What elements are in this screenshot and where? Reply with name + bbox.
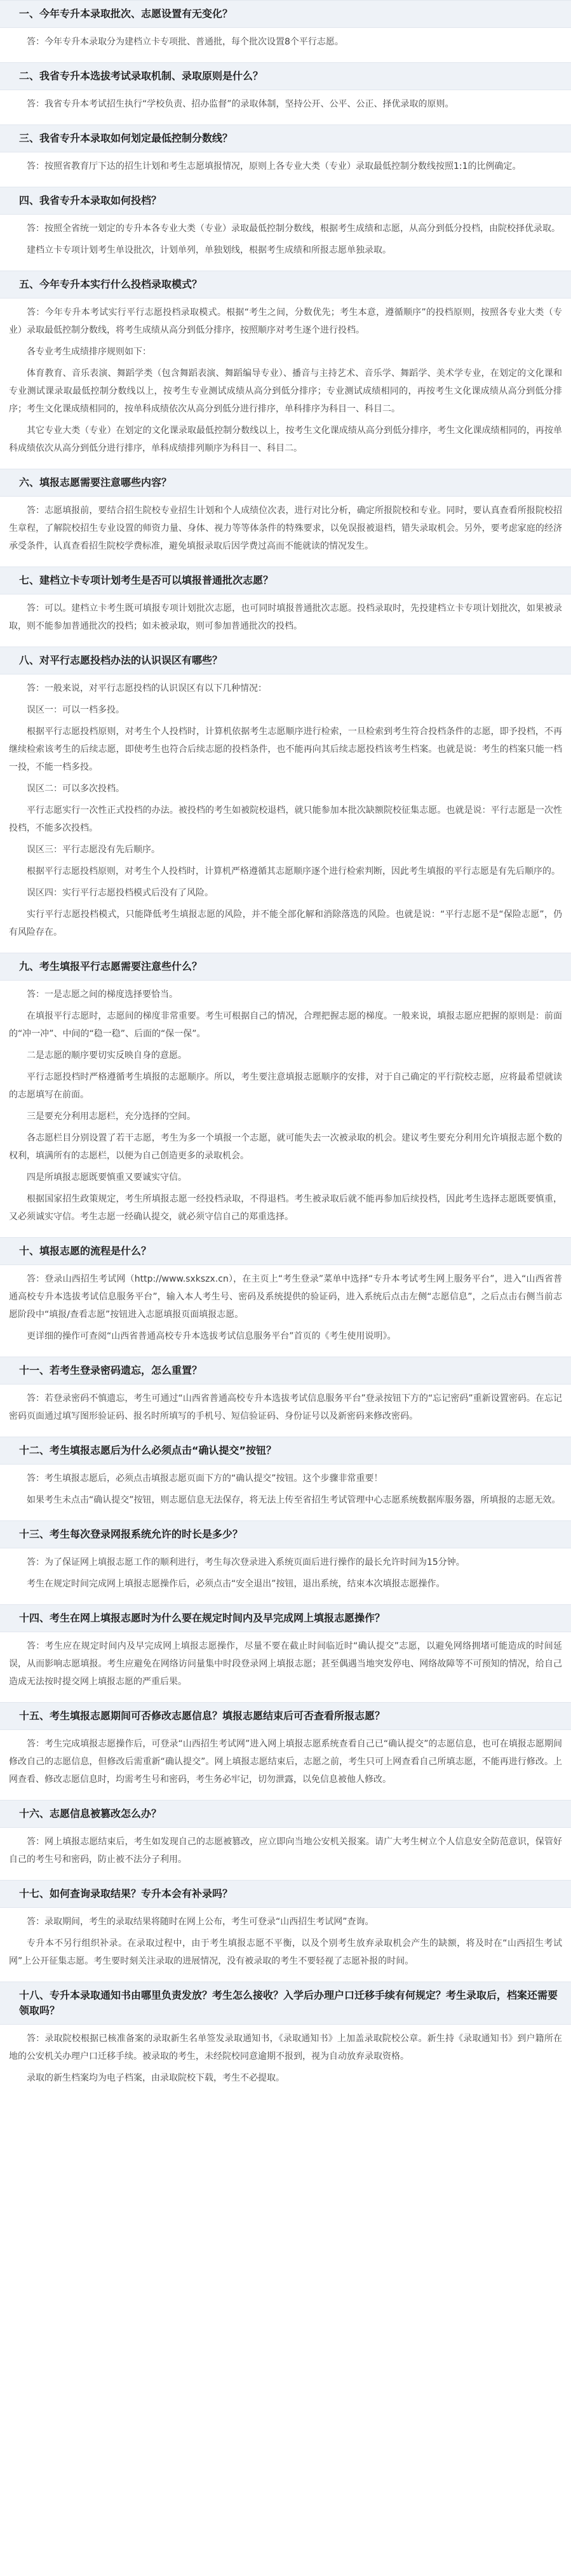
- section-body: [0, 1385, 571, 1425]
- answer-paragraph: 各志愿栏目分别设置了若干志愿，考生为多一个填报一个志愿，就可能失去一次被录取的机会。建议考生要充分利用允许填报志愿个数的权利，填满所有的志愿栏，以便为自己创造更多的录取机会。: [9, 1133, 562, 1161]
- faq-section: [0, 1237, 571, 1357]
- faq-section: [0, 187, 571, 271]
- answer-paragraph: 答：若登录密码不慎遗忘，考生可通过“山西省普通高校专升本选拔考试信息服务平台”登录按钮下方的“忘记密码”重新设置密码。在忘记密码页面通过填写图形验证码、报名时所填写的手机号、短信验证码、身份证号以及新密码来修改密码。: [9, 1393, 562, 1421]
- answer-paragraph: 二是志愿的顺序要切实反映自身的意愿。: [27, 1050, 187, 1061]
- answer-paragraph: 平行志愿实行一次性正式投档的办法。被投档的考生如被院校退档，就只能参加本批次缺额院校征集志愿。也就是说：平行志愿是一次性投档，不能多次投档。: [9, 805, 562, 833]
- section-title: 三、我省专升本录取如何划定最低控制分数线？: [0, 124, 571, 152]
- section-body: [0, 1548, 571, 1593]
- section-body: [0, 215, 571, 259]
- faq-section: [0, 1800, 571, 1880]
- answer-paragraph: 答：一是志愿之间的梯度选择要恰当。: [27, 989, 178, 1000]
- answer-paragraph: 答：一般来说，对平行志愿投档的认识误区有以下几种情况：: [27, 683, 267, 694]
- section-body: [0, 1265, 571, 1345]
- section-title: 四、我省专升本录取如何投档？: [0, 187, 571, 215]
- section-body: [0, 299, 571, 457]
- answer-paragraph: 在填报平行志愿时，志愿间的梯度非常重要。考生可根据自己的情况，合理把握志愿的梯度。一般来说，填报志愿应把握的原则是：前面的“冲一冲”、中间的“稳一稳”、后面的“保一保”。: [9, 1011, 562, 1039]
- section-body: [0, 90, 571, 113]
- answer-paragraph: 答：为了保证网上填报志愿工作的顺利进行，考生每次登录进入系统页面后进行操作的最长允许时间为15分钟。: [27, 1557, 465, 1567]
- section-title: 八、对平行志愿投档办法的认识误区有哪些？: [0, 647, 571, 674]
- answer-paragraph: 答：网上填报志愿结束后，考生如发现自己的志愿被篡改，应立即向当地公安机关报案。请广大考生树立个人信息安全防范意识，保管好自己的考生号和密码，防止被不法分子利用。: [9, 1837, 562, 1865]
- faq-section: [0, 0, 571, 62]
- faq-section: [0, 1880, 571, 1982]
- answer-paragraph: 更详细的操作可查阅“山西省普通高校专升本选拔考试信息服务平台”首页的《考生使用说明》。: [27, 1331, 396, 1341]
- section-title: 十七、如何查询录取结果？专升本会有补录吗？: [0, 1880, 571, 1908]
- section-title: 十六、志愿信息被篡改怎么办？: [0, 1800, 571, 1828]
- section-title: 一、今年专升本录取批次、志愿设置有无变化？: [0, 0, 571, 28]
- answer-paragraph: 平行志愿投档时严格遵循考生填报的志愿顺序。所以，考生要注意填报志愿顺序的安排，对于自己确定的平行院校志愿，应将最希望就读的志愿填写在前面。: [9, 1072, 562, 1100]
- faq-section: [0, 1982, 571, 2098]
- section-body: [0, 1632, 571, 1691]
- faq-section: [0, 271, 571, 469]
- faq-section: [0, 1604, 571, 1702]
- answer-paragraph: 根据国家招生政策规定，考生所填报志愿一经投档录取，不得退档。考生被录取后就不能再参加后续投档，因此考生选择志愿既要慎重，又必须诚实守信。考生志愿一经确认提交，就必须守信自己的郑重选择。: [9, 1194, 562, 1222]
- answer-paragraph: 体育教育、音乐表演、舞蹈学类（包含舞蹈表演、舞蹈编导专业）、播音与主持艺术、音乐学、舞蹈学、美术学专业，在划定的文化课和专业测试课录取最低控制分数线以上，按考生专业测试成绩从高分到低分排序；专业测试成绩相同的，再按考生文化课成绩从高分到低分排序；考生文化课成绩相同的，按单科成绩依次从高分到低分进行排序，单科排序为科目一、科目二。: [9, 368, 562, 414]
- section-body: [0, 1465, 571, 1509]
- faq-section: [0, 1520, 571, 1604]
- answer-paragraph: 考生在规定时间完成网上填报志愿操作后，必须点击“安全退出”按钮，退出系统，结束本次填报志愿操作。: [27, 1579, 445, 1589]
- faq-section: [0, 124, 571, 187]
- faq-section: [0, 469, 571, 567]
- answer-paragraph: 答：登录山西招生考试网（http://www.sxkszx.cn），在主页上“考生登录”菜单中选择“专升本考试考生网上服务平台”，进入“山西省普通高校专升本选拔考试信息服务平台”，输入本人考生号、密码及系统提供的验证码，进入系统后点击左侧“志愿信息”，之后点击右侧当前志愿阶段中“填报/查看志愿”按钮进入志愿填报页面填报志愿。: [9, 1274, 562, 1320]
- answer-paragraph: 答：今年专升本录取分为建档立卡专项批、普通批，每个批次设置8个平行志愿。: [27, 37, 344, 47]
- answer-paragraph: 误区三：平行志愿没有先后顺序。: [27, 845, 160, 855]
- answer-paragraph: 误区一：可以一档多投。: [27, 705, 124, 715]
- answer-paragraph: 建档立卡专项计划考生单设批次，计划单列，单独划线，根据考生成绩和所报志愿单独录取。: [27, 245, 391, 255]
- answer-paragraph: 答：我省专升本考试招生执行“学校负责、招办监督”的录取体制，坚持公开、公平、公正、择优录取的原则。: [27, 99, 454, 109]
- section-body: [0, 981, 571, 1226]
- section-body: [0, 674, 571, 941]
- answer-paragraph: 答：考生应在规定时间内及早完成网上填报志愿操作，尽量不要在截止时间临近时“确认提交”志愿，以避免网络拥堵可能造成的时间延误，从而影响志愿填报。考生应避免在网络访问量集中时段登录网上填报志愿；甚至偶遇当地突发停电、网络故障等不可预知的情况，给自己造成无法按时提交网上填报志愿的严重后果。: [9, 1641, 562, 1687]
- faq-section: [0, 1702, 571, 1800]
- faq-section: [0, 62, 571, 124]
- answer-paragraph: 答：考生填报志愿后，必须点击填报志愿页面下方的“确认提交”按钮。这个步骤非常重要！: [27, 1473, 383, 1484]
- section-title: 九、考生填报平行志愿需要注意些什么？: [0, 953, 571, 981]
- answer-paragraph: 三是要充分利用志愿栏，充分选择的空间。: [27, 1111, 196, 1122]
- section-title: 二、我省专升本选拔考试录取机制、录取原则是什么？: [0, 62, 571, 90]
- answer-paragraph: 答：可以。建档立卡考生既可填报专项计划批次志愿，也可同时填报普通批次志愿。投档录取时，先投建档立卡专项计划批次，如果被录取，则不能参加普通批次的投档；如未被录取，则可参加普通批次的投档。: [9, 603, 562, 631]
- faq-section: [0, 567, 571, 647]
- section-body: [0, 497, 571, 555]
- answer-paragraph: 根据平行志愿投档原则，对考生个人投档时，计算机严格遵循其志愿顺序逐个进行检索判断，因此考生填报的平行志愿是有先后顺序的。: [27, 866, 560, 876]
- answer-paragraph: 四是所填报志愿既要慎重又要诚实守信。: [27, 1172, 187, 1183]
- section-title: 十八、专升本录取通知书由哪里负责发放？考生怎么接收？入学后办理户口迁移手续有何规定？考生录取后，档案还需要领取吗？: [0, 1982, 571, 2025]
- answer-paragraph: 答：录取期间，考生的录取结果将随时在网上公布，考生可登录“山西招生考试网”查询。: [27, 1917, 374, 1927]
- section-title: 十四、考生在网上填报志愿时为什么要在规定时间内及早完成网上填报志愿操作？: [0, 1604, 571, 1632]
- answer-paragraph: 误区二：可以多次投档。: [27, 784, 124, 794]
- faq-section: [0, 953, 571, 1237]
- answer-paragraph: 误区四：实行平行志愿投档模式后没有了风险。: [27, 888, 213, 898]
- answer-paragraph: 答：考生完成填报志愿操作后，可登录“山西招生考试网”进入网上填报志愿系统查看自己已“确认提交”的志愿信息，也可在填报志愿期间修改自己的志愿信息，但修改后需重新“确认提交”。网上填报志愿结束后，志愿之前，考生只可上网查看自己所填志愿，不能再进行修改。上网查看、修改志愿信息时，均需考生号和密码，考生务必牢记，切勿泄露，以免信息被他人修改。: [9, 1739, 562, 1785]
- answer-paragraph: 答：按照全省统一划定的专升本各专业大类（专业）录取最低控制分数线，根据考生成绩和志愿，从高分到低分投档，由院校择优录取。: [27, 224, 560, 234]
- answer-paragraph: 其它专业大类（专业）在划定的文化课录取最低控制分数线以上，按考生文化课成绩从高分到低分排序，考生文化课成绩相同的，再按单科成绩依次从高分到低分进行排序，单科成绩排列顺序为科目一、科目二。: [9, 426, 562, 453]
- section-title: 七、建档立卡专项计划考生是否可以填报普通批次志愿？: [0, 567, 571, 594]
- section-title: 六、填报志愿需要注意哪些内容？: [0, 469, 571, 497]
- section-body: [0, 1730, 571, 1788]
- section-body: [0, 1908, 571, 1970]
- section-title: 五、今年专升本实行什么投档录取模式？: [0, 271, 571, 299]
- answer-paragraph: 答：今年专升本考试实行平行志愿投档录取模式。根据“考生之间，分数优先；考生本意，遵循顺序”的投档原则，按照各专业大类（专业）录取最低控制分数线，将考生成绩从高分到低分排序，按照顺序对考生逐个进行投档。: [9, 307, 562, 335]
- section-body: [0, 152, 571, 175]
- answer-paragraph: 答：按照省教育厅下达的招生计划和考生志愿填报情况，原则上各专业大类（专业）录取最低控制分数线按照1:1的比例确定。: [27, 161, 521, 171]
- section-title: 十三、考生每次登录网报系统允许的时长是多少？: [0, 1520, 571, 1548]
- section-title: 十二、考生填报志愿后为什么必须点击“确认提交”按钮？: [0, 1437, 571, 1465]
- answer-paragraph: 答：志愿填报前，要结合招生院校专业招生计划和个人成绩位次表，进行对比分析，确定所报院校和专业。同时，要认真查看所报院校招生章程，了解院校招生专业设置的师资力量、身体、视力等等体条件的特殊要求，以免误报被退档，错失录取机会。另外，要考虑家庭的经济承受条件，认真查看招生院校学费标准，避免填报录取后因学费过高而不能就读的情况发生。: [9, 506, 562, 551]
- faq-section: [0, 647, 571, 953]
- answer-paragraph: 录取的新生档案均为电子档案，由录取院校下载，考生不必提取。: [27, 2073, 285, 2083]
- section-title: 十一、若考生登录密码遗忘，怎么重置？: [0, 1357, 571, 1385]
- faq-section: [0, 1437, 571, 1520]
- answer-paragraph: 根据平行志愿投档原则，对考生个人投档时，计算机依据考生志愿顺序进行检索，一旦检索到考生符合投档条件的志愿，即予投档，不再继续检索该考生的后续志愿，即使考生也符合后续志愿的投档条件，也不能再向其后续志愿投档该考生档案。也就是说：考生的档案只能一档一投，不能一档多投。: [9, 727, 562, 772]
- faq-section: [0, 1357, 571, 1437]
- section-title: 十、填报志愿的流程是什么？: [0, 1237, 571, 1265]
- answer-paragraph: 答：录取院校根据已核准备案的录取新生名单签发录取通知书，《录取通知书》上加盖录取院校公章。新生持《录取通知书》到户籍所在地的公安机关办理户口迁移手续。被录取的考生，未经院校同意逾期不报到，视为自动放弃录取资格。: [9, 2034, 562, 2062]
- answer-paragraph: 如果考生未点击“确认提交”按钮，则志愿信息无法保存，将无法上传至省招生考试管理中心志愿系统数据库服务器，所填报的志愿无效。: [27, 1495, 561, 1505]
- section-title: 十五、考生填报志愿期间可否修改志愿信息？填报志愿结束后可否查看所报志愿？: [0, 1702, 571, 1730]
- answer-paragraph: 实行平行志愿投档模式，只能降低考生填报志愿的风险，并不能全部化解和消除落选的风险。也就是说：“平行志愿不是“保险志愿”，仍有风险存在。: [9, 909, 562, 937]
- section-body: [0, 2025, 571, 2087]
- answer-paragraph: 各专业考生成绩排序规则如下：: [27, 347, 151, 357]
- answer-paragraph: 专升本不另行组织补录。在录取过程中，由于考生填报志愿不平衡，以及个别考生放弃录取机会产生的缺额，将及时在“山西招生考试网”上公开征集志愿。考生要时刻关注录取的进展情况，没有被录取的考生不要轻视了志愿补报的时间。: [9, 1938, 562, 1966]
- section-body: [0, 594, 571, 635]
- section-body: [0, 1828, 571, 1868]
- section-body: [0, 28, 571, 51]
